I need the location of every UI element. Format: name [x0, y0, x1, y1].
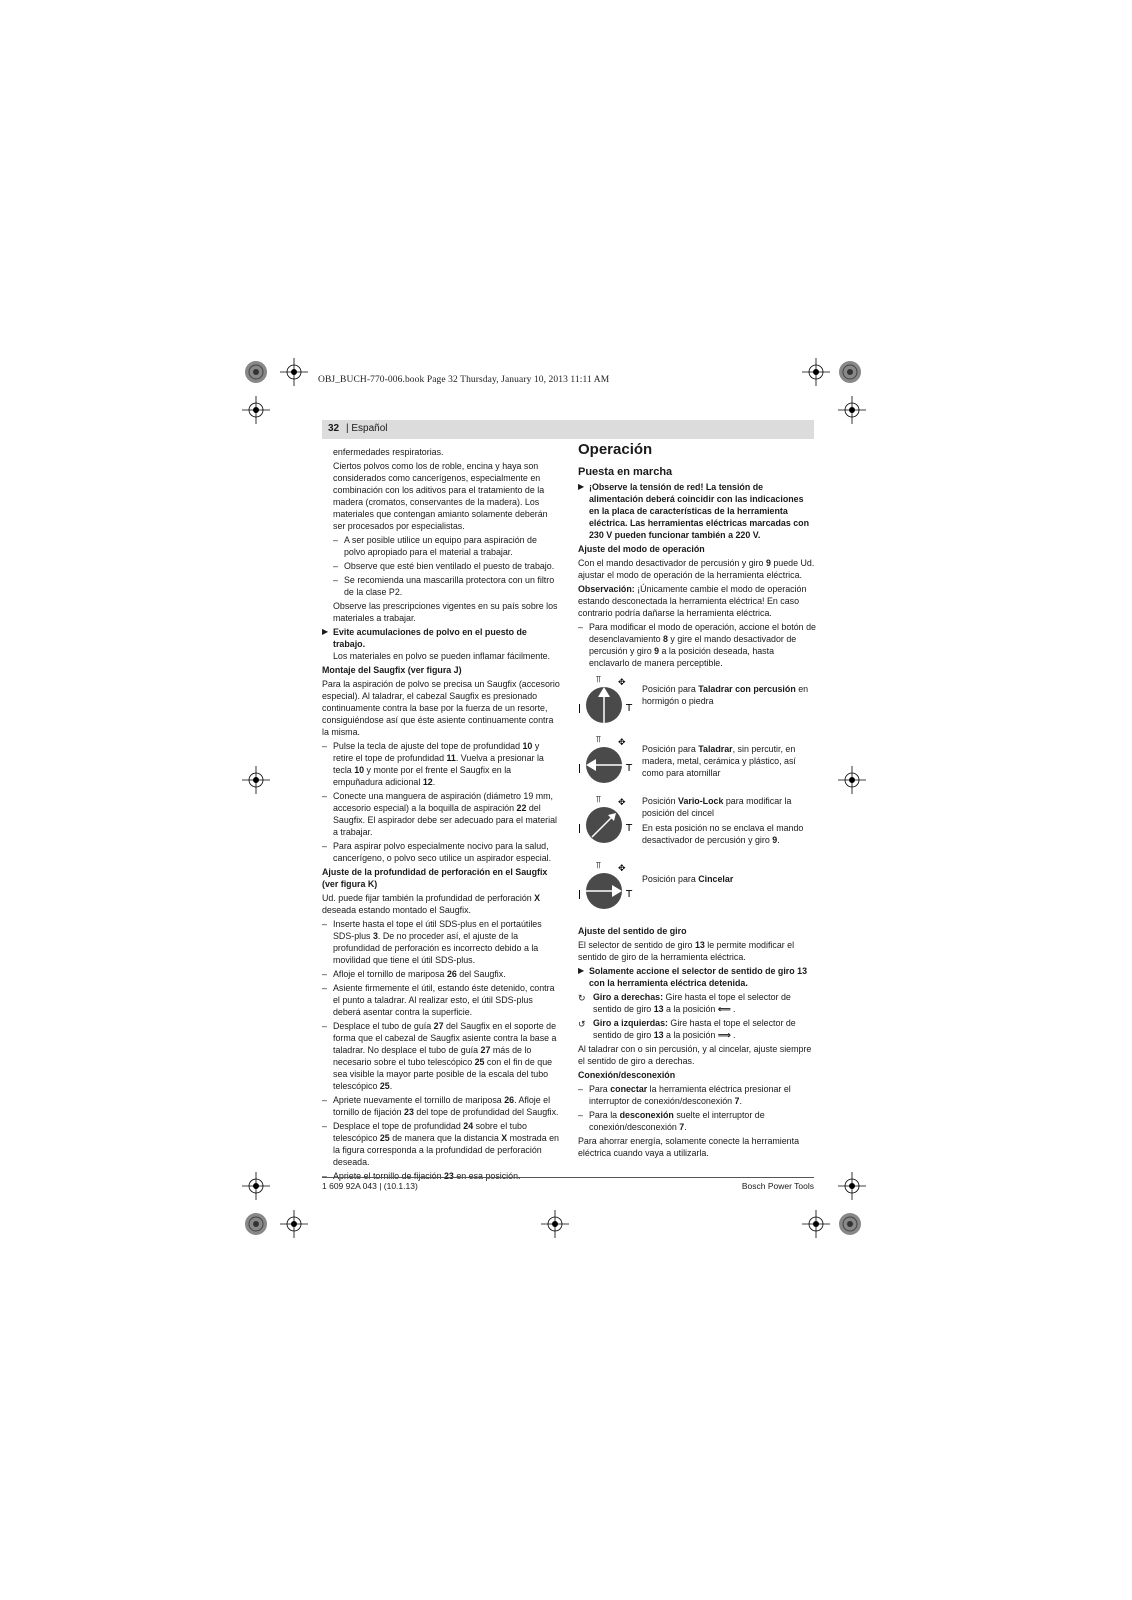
svg-text:✥: ✥: [618, 864, 626, 874]
list-item: – A ser posible utilice un equipo para aspiración de polvo apropiado para el material a trabajar.: [333, 535, 537, 557]
svg-text:T: T: [626, 889, 633, 900]
registration-mark-bottom-right-disc: [838, 1212, 862, 1236]
svg-text:✥: ✥: [618, 798, 626, 808]
section-heading: Ajuste de la profundidad de perforación en el Saugfix (ver figura K): [322, 867, 548, 889]
list-item: – Asiente firmemente el útil, estando éste detenido, contra el punto a taladrar. Al realizar esto, el útil SDS-plus deberá asentar contra la superficie.: [322, 983, 555, 1017]
svg-text:✥: ✥: [618, 738, 626, 748]
arrow-right-icon: ⟹: [717, 1030, 731, 1040]
registration-mark-top-right-disc: [838, 360, 862, 384]
mode-hammer-drill: ⫪ ✥ ǀ T Posición para Taladrar con percusión en hormigón o piedra: [578, 673, 816, 729]
svg-text:ǀ: ǀ: [578, 763, 581, 774]
warning-item: ▶ ¡Observe la tensión de red! La tensión de alimentación deberá coincidir con las indicaciones en la placa de características de la herramienta eléctrica. Las herramientas eléctricas marcadas con 230 V pueden funcionar también a 220 V.: [578, 482, 810, 540]
section-heading: Ajuste del sentido de giro: [578, 926, 687, 936]
registration-mark-bottom-right-cross: [802, 1210, 830, 1238]
list-item: – Desplace el tope de profundidad 24 sobre el tubo telescópico 25 de manera que la distancia X mostrada en la figura corresponda a la profundidad de perforación deseada.: [322, 1121, 559, 1167]
list-item: – Afloje el tornillo de mariposa 26 del Saugfix.: [322, 969, 506, 979]
footer-doc-number: 1 609 92A 043 | (10.1.13): [322, 1181, 418, 1191]
triangle-bullet-icon: ▶: [578, 482, 585, 491]
triangle-bullet-icon: ▶: [322, 627, 329, 636]
paragraph: Al taladrar con o sin percusión, y al cincelar, ajuste siempre el sentido de giro a derechas.: [578, 1044, 812, 1066]
registration-mark-right-upper-cross: [838, 396, 866, 424]
section-heading: Ajuste del modo de operación: [578, 544, 705, 554]
svg-text:✥: ✥: [618, 678, 626, 688]
mode-drill: ⫪ ✥ ǀ T Posición para Taladrar, sin percutir, en madera, metal, cerámica y plástico, así como para atornillar: [578, 733, 816, 789]
rotation-right-item: ↻ Giro a derechas: Gire hasta el tope el selector de sentido de giro 13 a la posición ⟸ .: [578, 992, 791, 1014]
warning-item: ▶ Evite acumulaciones de polvo en el puesto de trabajo. Los materiales en polvo se pueden inflamar fácilmente.: [322, 627, 551, 661]
warning-item: ▶ Solamente accione el selector de sentido de giro 13 con la herramienta eléctrica detenida.: [578, 966, 808, 988]
svg-text:ǀ: ǀ: [578, 889, 581, 900]
paragraph: Con el mando desactivador de percusión y giro 9 puede Ud. ajustar el modo de operación de la herramienta eléctrica.: [578, 558, 815, 580]
selector-knob-drill-icon: [578, 733, 640, 789]
rotate-clockwise-icon: ↻: [578, 993, 586, 1003]
registration-mark-top-left-cross: [280, 358, 308, 386]
svg-text:⫪: ⫪: [596, 795, 602, 805]
selector-knob-chisel-icon: [578, 859, 640, 915]
paragraph: Para ahorrar energía, solamente conecte la herramienta eléctrica cuando vaya a utilizarla.: [578, 1136, 800, 1158]
paragraph: enfermedades respiratorias.: [333, 447, 444, 457]
paragraph: Para la aspiración de polvo se precisa un Saugfix (accesorio especial). Al taladrar, el cabezal Saugfix es presionado continuamente contra la base por la fuerza de un resorte, consiguiéndose así que éste asiente continuamente contra la misma.: [322, 679, 560, 737]
list-item: – Apriete el tornillo de fijación 23 en esa posición.: [322, 1171, 521, 1181]
svg-text:T: T: [626, 703, 633, 714]
registration-mark-bottom-left-disc: [244, 1212, 268, 1236]
list-item: – Para aspirar polvo especialmente nocivo para la salud, cancerígeno, o polvo seco utilice un aspirador especial.: [322, 841, 552, 863]
page-number: 32: [328, 423, 340, 434]
rotation-left-item: ↺ Giro a izquierdas: Gire hasta el tope el selector de sentido de giro 13 a la posición ⟹ .: [578, 1018, 796, 1040]
print-info: OBJ_BUCH-770-006.book Page 32 Thursday, January 10, 2013 11:11 AM: [318, 375, 610, 385]
list-item: – Inserte hasta el tope el útil SDS-plus en el portaútiles SDS-plus 3. De no proceder así, el ajuste de la profundidad de perforación es incorrecto debido a la movilidad que tiene el útil SDS-plus.: [322, 919, 542, 965]
list-item: – Se recomienda una mascarilla protectora con un filtro de la clase P2.: [333, 575, 555, 597]
list-item: – Apriete nuevamente el tornillo de mariposa 26. Afloje el tornillo de fijación 23 del tope de profundidad del Saugfix.: [322, 1095, 559, 1117]
registration-mark-left-upper-cross: [242, 396, 270, 424]
svg-text:⫪: ⫪: [596, 861, 602, 871]
paragraph: El selector de sentido de giro 13 le permite modificar el sentido de giro de la herramienta eléctrica.: [578, 940, 795, 962]
svg-text:ǀ: ǀ: [578, 823, 581, 834]
registration-mark-left-lower-cross: [242, 1172, 270, 1200]
arrow-left-icon: ⟸: [717, 1004, 731, 1014]
svg-text:T: T: [626, 763, 633, 774]
list-item: – Conecte una manguera de aspiración (diámetro 19 mm, accesorio especial) a la boquilla de aspiración 22 del Saugfix. El aspirador debe ser adecuado para el material a trabajar.: [322, 791, 557, 837]
footer-brand: Bosch Power Tools: [741, 1181, 814, 1191]
registration-mark-top-left-disc: [244, 360, 268, 384]
subsection-heading: Puesta en marcha: [578, 466, 673, 478]
language-label: | Español: [346, 423, 388, 434]
footer-divider: [322, 1177, 814, 1178]
list-item: – Para conectar la herramienta eléctrica presionar el interruptor de conexión/desconexión 7.: [578, 1084, 791, 1106]
list-item: – Para la desconexión suelte el interruptor de conexión/desconexión 7.: [578, 1110, 765, 1132]
mode-chisel: ⫪ ✥ ǀ T Posición para Cincelar: [578, 859, 816, 915]
list-item: – Pulse la tecla de ajuste del tope de profundidad 10 y retire el tope de profundidad 11. Vuelva a presionar la tecla 10 y monte por el frente el Saugfix en la empuñadura adicional 12.: [322, 741, 544, 787]
selector-knob-hammer-drill-icon: [578, 673, 640, 729]
svg-text:⫪: ⫪: [596, 735, 602, 745]
section-heading: Conexión/desconexión: [578, 1070, 676, 1080]
right-column: [578, 441, 816, 1161]
registration-mark-left-middle-cross: [242, 766, 270, 794]
section-title: Operación: [578, 441, 653, 458]
triangle-bullet-icon: ▶: [578, 966, 585, 975]
registration-mark-top-right-cross: [802, 358, 830, 386]
paragraph: Observe las prescripciones vigentes en su país sobre los materiales a trabajar.: [333, 601, 558, 623]
list-item: – Para modificar el modo de operación, accione el botón de desenclavamiento 8 y gire el mando desactivador de percusión y giro 9 a la posición deseada, hasta enclavarlo de manera perceptible.: [578, 622, 816, 668]
paragraph: Ciertos polvos como los de roble, encina y haya son considerados como cancerígenos, especialmente en combinación con los aditivos para el tratamiento de la madera (cromatos, conservantes de la madera). Los materiales que contengan amianto solamente deberán ser procesados por especialistas.: [333, 461, 548, 531]
mode-vario-lock: ⫪ ✥ ǀ T Posición Vario-Lock para modificar la posición del cincel En esta posición no se enclava el mando desactivador de percusión y giro 9.: [578, 793, 816, 855]
page-header: [322, 420, 814, 439]
selector-knob-vario-lock-icon: [578, 793, 640, 849]
registration-mark-bottom-center-cross: [541, 1210, 569, 1238]
registration-mark-bottom-left-cross: [280, 1210, 308, 1238]
registration-mark-right-middle-cross: [838, 766, 866, 794]
list-item: – Observe que esté bien ventilado el puesto de trabajo.: [333, 561, 555, 571]
svg-text:⫪: ⫪: [596, 675, 602, 685]
left-column: [322, 446, 560, 1184]
section-heading: Montaje del Saugfix (ver figura J): [322, 665, 462, 675]
paragraph: Observación: ¡Únicamente cambie el modo de operación estando desconectada la herramienta eléctrica! En caso contrario podría dañarse la herramienta eléctrica.: [578, 584, 807, 618]
svg-text:ǀ: ǀ: [578, 703, 581, 714]
paragraph: Ud. puede fijar también la profundidad de perforación X deseada estando montado el Saugfix.: [322, 893, 541, 915]
rotate-counterclockwise-icon: ↺: [578, 1019, 586, 1029]
registration-mark-right-lower-cross: [838, 1172, 866, 1200]
list-item: – Desplace el tubo de guía 27 del Saugfix en el soporte de forma que el cabezal de Saugfix asiente contra la base a taladrar. No desplace el tubo de guía 27 más de lo necesario sobre el tubo telescópico 25 con el fin de que sea visible la mayor parte posible de la escala del tubo telescópico 25.: [322, 1021, 557, 1091]
svg-text:T: T: [626, 823, 633, 834]
